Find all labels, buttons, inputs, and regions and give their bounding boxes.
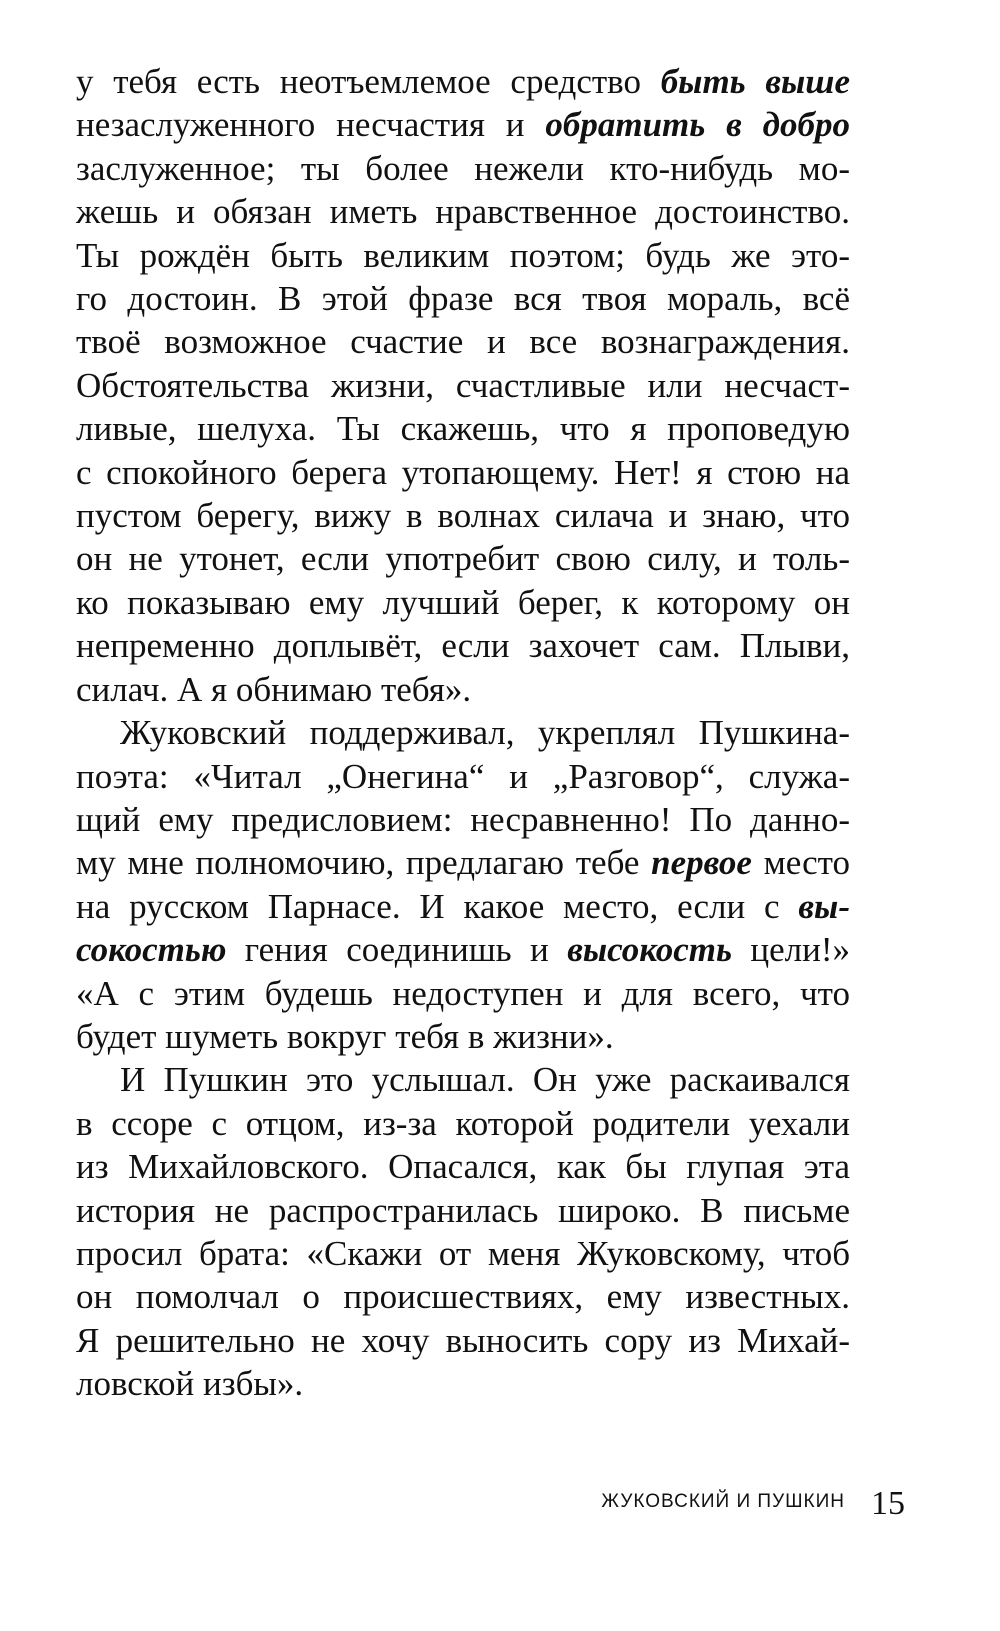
emphasis: обратить в добро xyxy=(545,105,850,145)
text-line: незаслуженного несчастия и обратить в добро xyxy=(76,105,850,145)
text-line: у тебя есть неотъемлемое средство быть выше xyxy=(76,62,850,101)
text-line: из Михайловского. Опасался, как бы глупая эта xyxy=(76,1147,850,1187)
text-line: ко показываю ему лучший берег, к которому он xyxy=(76,582,850,622)
text-line: щий ему предисловием: несравненно! По данно- xyxy=(76,799,850,839)
text-line: И Пушкин это услышал. Он уже раскаивался xyxy=(120,1060,850,1100)
emphasis: первое xyxy=(651,843,752,883)
text-line: ливые, шелуха. Ты скажешь, что я проповедую xyxy=(76,409,850,449)
text-line: го достоин. В этой фразе вся твоя мораль, всё xyxy=(76,279,850,319)
text-line: ловской избы». xyxy=(76,1364,304,1404)
paragraph-3 xyxy=(76,1058,850,1405)
page-footer xyxy=(0,1485,905,1525)
running-head: ЖУКОВСКИЙ И ПУШКИН xyxy=(601,1491,845,1512)
text-line: Жуковский поддерживал, укреплял Пушкина- xyxy=(120,713,850,753)
text-line: заслуженное; ты более нежели кто-нибудь мо- xyxy=(76,148,850,188)
text-line: с спокойного берега утопающему. Нет! я стою на xyxy=(76,452,850,492)
emphasis: высокость xyxy=(567,930,732,970)
text-line: Я решительно не хочу выносить сору из Михай- xyxy=(76,1320,850,1360)
text-line: будет шуметь вокруг тебя в жизни». xyxy=(76,1016,614,1056)
page-body xyxy=(76,60,850,1406)
text-line: силач. А я обнимаю тебя». xyxy=(76,669,472,709)
text-line: просил брата: «Скажи от меня Жуковскому, чтоб xyxy=(76,1233,850,1273)
text-line: Ты рождён быть великим поэтом; будь же это- xyxy=(76,235,850,275)
text-line: история не распространилась широко. В письме xyxy=(76,1190,850,1230)
text-line: непременно доплывёт, если захочет сам. Плыви, xyxy=(76,626,850,666)
emphasis: сокостью xyxy=(76,930,227,970)
text-line: в ссоре с отцом, из-за которой родители уехали xyxy=(76,1103,850,1143)
paragraph-1 xyxy=(76,60,850,711)
text-line: поэта: «Читал „Онегина“ и „Разговор“, служа- xyxy=(76,756,850,796)
emphasis: быть выше xyxy=(660,62,850,101)
emphasis: вы- xyxy=(798,886,850,926)
text-line: на русском Парнасе. И какое место, если с вы- xyxy=(76,886,850,926)
page-number: 15 xyxy=(871,1485,905,1522)
text-line: сокостью гения соединишь и высокость цели!» xyxy=(76,930,850,970)
text-line: жешь и обязан иметь нравственное достоинство. xyxy=(76,192,850,232)
paragraph-2 xyxy=(76,711,850,1058)
text-line: му мне полномочию, предлагаю тебе первое место xyxy=(76,843,850,883)
text-line: твоё возможное счастие и все вознаграждения. xyxy=(76,322,850,362)
text-line: он помолчал о происшествиях, ему известных. xyxy=(76,1277,850,1317)
text-line: Обстоятельства жизни, счастливые или несчаст- xyxy=(76,365,850,405)
text-line: «А с этим будешь недоступен и для всего, что xyxy=(76,973,850,1013)
text-line: пустом берегу, вижу в волнах силача и знаю, что xyxy=(76,496,850,536)
text-line: он не утонет, если употребит свою силу, и толь- xyxy=(76,539,850,579)
